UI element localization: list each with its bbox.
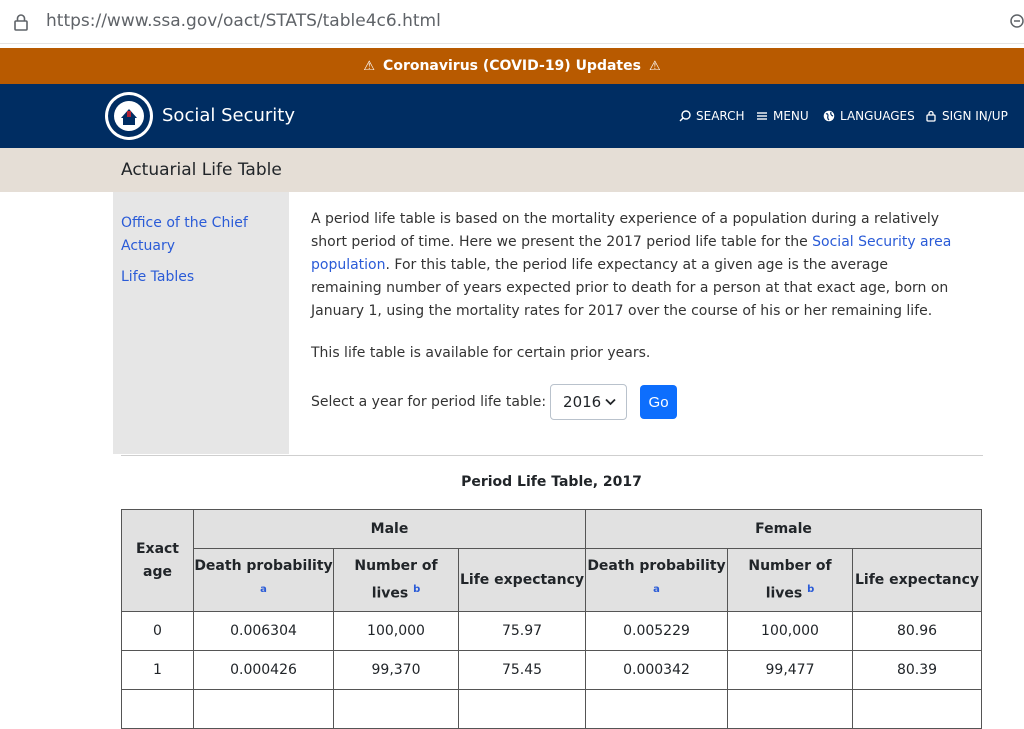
ssa-area-population-link[interactable]: Social Security area population (311, 234, 952, 273)
cell (853, 690, 982, 729)
cell: 99,477 (728, 651, 853, 690)
cell: 100,000 (334, 612, 459, 651)
main-content (311, 208, 961, 384)
footnote-b-link[interactable]: b (413, 583, 421, 595)
male-number-of-lives-header: Number of lives $^b$ (334, 549, 459, 612)
table-row (122, 690, 982, 729)
male-death-probability-header: Death probability $^a$ (194, 549, 334, 612)
nav-sign-in-label: SIGN IN/UP (942, 109, 1008, 123)
female-life-expectancy-header: Life expectancy (853, 549, 982, 612)
url-host: https://www.ssa.gov (46, 11, 218, 31)
warning-icon: ⚠ (648, 58, 661, 74)
cell (459, 690, 586, 729)
cell: 0.005229 (586, 612, 728, 651)
table-row (122, 612, 982, 651)
nav-menu[interactable] (756, 109, 809, 123)
intro-paragraph: A period life table is based on the mortality experience of a population during a relatively short period of time. Here we present the 2017 period life table for the Social Security area population. For this table, the period life expectancy at a given age is the average remaining number of years expected prior to death for a person at that exact age, born on January 1, using the mortality rates for 2017 over the course of his or her remaining life. (311, 211, 952, 319)
cell: 80.39 (853, 651, 982, 690)
female-number-of-lives-header: Number of lives $^b$ (728, 549, 853, 612)
year-select-value: 2016 (563, 393, 602, 411)
cell: 75.97 (459, 612, 586, 651)
female-header: Female (586, 510, 982, 549)
go-button[interactable]: Go (640, 385, 677, 419)
prior-years-paragraph: This life table is available for certain prior years. (311, 345, 651, 361)
table-caption: Period Life Table, 2017 (461, 474, 642, 490)
page-title: Actuarial Life Table (121, 160, 282, 180)
sidebar-item-life-tables[interactable]: Life Tables (121, 269, 195, 285)
cell (728, 690, 853, 729)
url-text[interactable] (46, 11, 441, 31)
cell: 0 (122, 612, 194, 651)
footnote-a-link[interactable]: a (260, 583, 267, 595)
year-select-label: Select a year for period life table: (311, 394, 547, 410)
cell (334, 690, 459, 729)
cell (586, 690, 728, 729)
cell: 99,370 (334, 651, 459, 690)
site-header (0, 84, 1024, 148)
cell: 0.006304 (194, 612, 334, 651)
footnote-b-link[interactable]: b (807, 583, 815, 595)
cell: 100,000 (728, 612, 853, 651)
menu-icon (756, 110, 768, 122)
cell: 80.96 (853, 612, 982, 651)
male-header: Male (194, 510, 586, 549)
cell (122, 690, 194, 729)
cell: 75.45 (459, 651, 586, 690)
sidebar-item-chief-actuary[interactable]: Office of the Chief Actuary (121, 215, 248, 254)
zoom-out-icon[interactable] (1008, 13, 1024, 31)
covid-banner[interactable] (0, 48, 1024, 84)
exact-age-header: Exact age (122, 510, 194, 612)
year-select-row (311, 384, 677, 420)
nav-languages-label: LANGUAGES (840, 109, 915, 123)
ssa-seal-logo[interactable] (104, 91, 154, 141)
cell: 0.000342 (586, 651, 728, 690)
table-row (122, 651, 982, 690)
url-path: /oact/STATS/table4c6.html (217, 11, 441, 31)
covid-banner-text: Coronavirus (COVID-19) Updates (383, 58, 641, 74)
lock-icon (12, 13, 30, 31)
cell: 1 (122, 651, 194, 690)
nav-search[interactable] (679, 109, 745, 123)
chevron-down-icon (605, 398, 616, 406)
footnote-a-link[interactable]: a (653, 583, 660, 595)
nav-menu-label: MENU (773, 109, 809, 123)
cell: 0.000426 (194, 651, 334, 690)
nav-sign-in[interactable] (925, 109, 1008, 123)
globe-icon (823, 110, 835, 122)
divider (121, 455, 983, 456)
female-death-probability-header: Death probability $^a$ (586, 549, 728, 612)
nav-languages[interactable] (823, 109, 915, 123)
cell (194, 690, 334, 729)
nav-search-label: SEARCH (696, 109, 745, 123)
lock-icon (925, 110, 937, 122)
sidebar (113, 192, 289, 454)
brand-name[interactable]: Social Security (162, 105, 296, 126)
year-select[interactable] (550, 384, 627, 420)
life-table (121, 509, 982, 729)
search-icon (679, 110, 691, 122)
browser-address-bar[interactable] (0, 0, 1024, 44)
warning-icon: ⚠ (363, 58, 376, 74)
page-title-bar (0, 148, 1024, 192)
male-life-expectancy-header: Life expectancy (459, 549, 586, 612)
